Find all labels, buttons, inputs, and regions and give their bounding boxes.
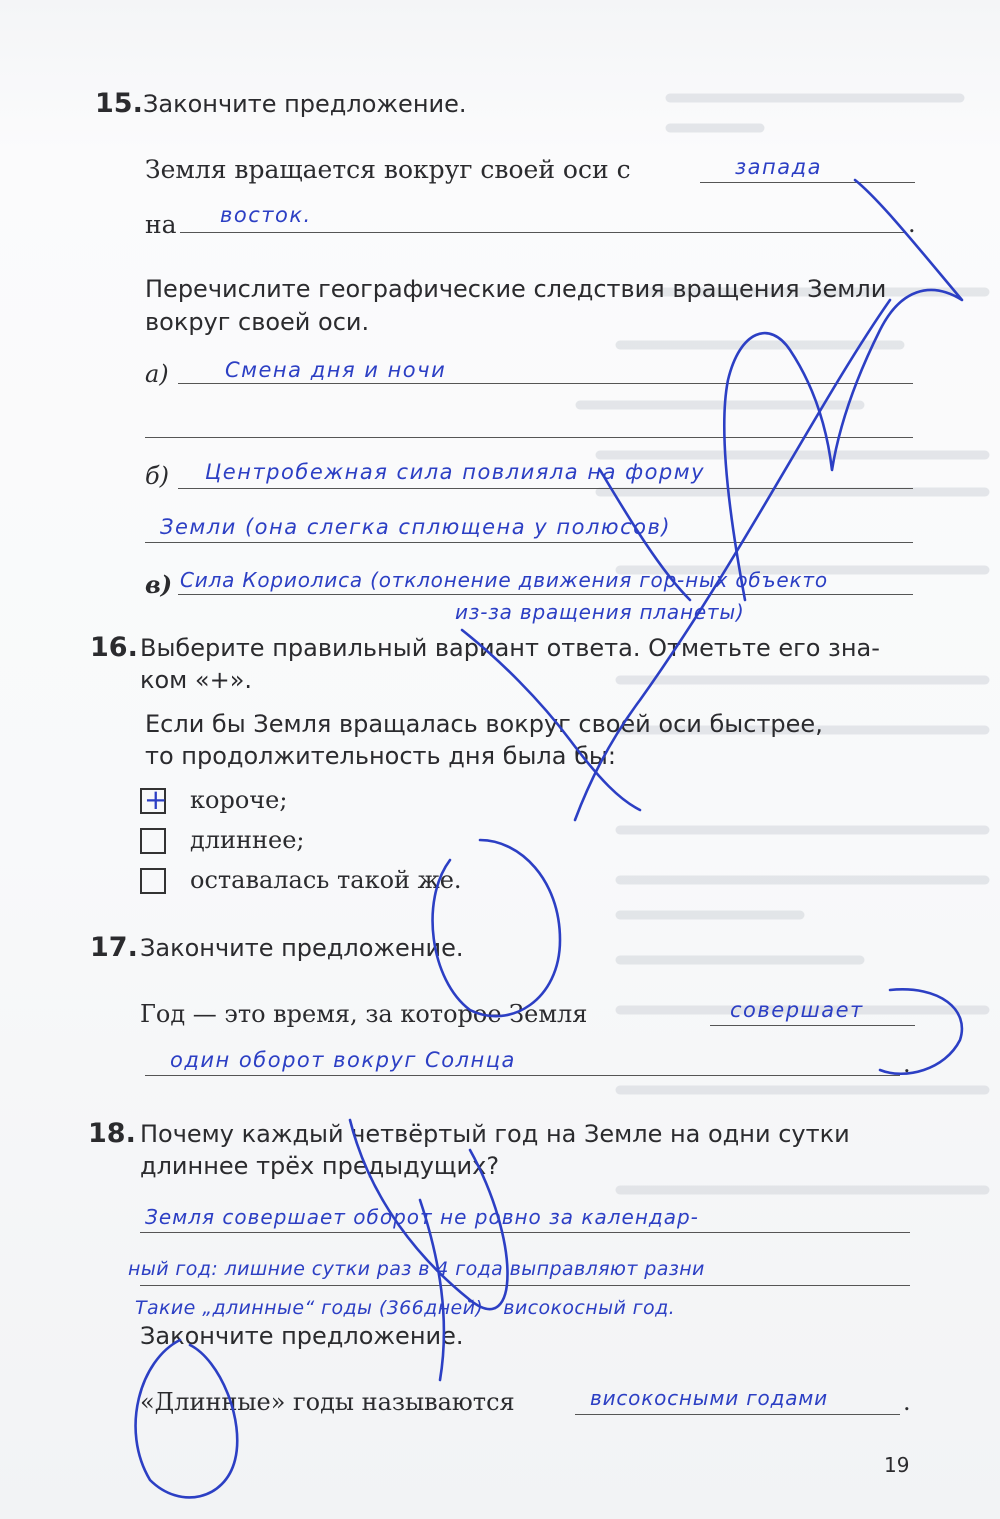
q16-number: 16. bbox=[90, 632, 138, 663]
q18-answer: високосными годами bbox=[590, 1386, 828, 1410]
q15-sentence-start: Земля вращается вокруг своей оси с bbox=[145, 155, 631, 184]
q16-title-line1: Выберите правильный вариант ответа. Отметьте его зна- bbox=[140, 634, 880, 662]
q15-item-b-line2 bbox=[145, 542, 913, 543]
scribble-upper-right bbox=[724, 180, 962, 600]
q15-item-c-answer-line1: Сила Кориолиса (отклонение движения гор-ных объекто bbox=[180, 568, 828, 592]
page-number: 19 bbox=[884, 1453, 910, 1477]
q18-question-line2: длиннее трёх предыдущих? bbox=[140, 1152, 500, 1180]
q17-answer-line1 bbox=[710, 1025, 915, 1026]
q16-stem-line1: Если бы Земля вращалась вокруг своей оси быстрее, bbox=[145, 710, 823, 738]
q16-option-mark-1: + bbox=[144, 783, 168, 816]
q15-item-b-label: б) bbox=[145, 462, 170, 490]
q16-option-label-1: короче; bbox=[190, 786, 288, 814]
q18-sentence-start: «Длинные» годы называются bbox=[140, 1388, 515, 1416]
q17-answer-text2: один оборот вокруг Солнца bbox=[170, 1048, 516, 1072]
q16-option-checkbox-3[interactable] bbox=[140, 868, 166, 894]
q18-answer-text2: ный год: лишние сутки раз в 4 года выправляют разни bbox=[128, 1258, 705, 1280]
q16-option-label-2: длиннее; bbox=[190, 826, 305, 854]
q15-period: . bbox=[908, 210, 916, 238]
q15-item-a-extra-line bbox=[145, 437, 913, 438]
q15-list-prompt-line1: Перечислите географические следствия вращения Земли bbox=[145, 275, 887, 303]
q15-item-a-label: а) bbox=[145, 360, 169, 388]
q15-na-label: на bbox=[145, 210, 177, 239]
scribble-bottom-loop bbox=[136, 1340, 238, 1497]
q18-answer-line2 bbox=[140, 1285, 910, 1286]
q16-option-checkbox-2[interactable] bbox=[140, 828, 166, 854]
q17-sentence-start: Год — это время, за которое Земля bbox=[140, 1000, 588, 1028]
q15-answer-from: запада bbox=[735, 155, 823, 179]
q18-answer-text1: Земля совершает оборот не ровно за календар- bbox=[145, 1205, 699, 1229]
q15-item-a-answer: Смена дня и ночи bbox=[225, 358, 447, 382]
q15-list-prompt-line2: вокруг своей оси. bbox=[145, 308, 370, 336]
scribble-middle-loop bbox=[433, 630, 640, 1016]
scribble-right-arc bbox=[880, 989, 962, 1073]
q15-from-line bbox=[700, 182, 915, 183]
q16-stem-line2: то продолжительность дня была бы: bbox=[145, 742, 616, 770]
q18-answer-line1 bbox=[140, 1232, 910, 1233]
q18-question-line1: Почему каждый четвёртый год на Земле на одни сутки bbox=[140, 1120, 850, 1148]
q18-number: 18. bbox=[88, 1118, 136, 1149]
q17-answer-text1: совершает bbox=[730, 998, 864, 1022]
q15-item-c-answer-line2: из-за вращения планеты) bbox=[455, 600, 745, 624]
q18-answer-text3: Такие „длинные“ годы (366дней) - високосный год. bbox=[135, 1297, 676, 1319]
q15-number: 15. bbox=[95, 88, 143, 119]
q15-item-b-line bbox=[178, 488, 913, 489]
q17-answer-line2 bbox=[145, 1075, 900, 1076]
q15-item-c-line bbox=[178, 594, 913, 595]
q15-answer-to: восток. bbox=[220, 203, 312, 227]
q16-option-checkbox-1[interactable] bbox=[140, 783, 168, 816]
q18-answer-line bbox=[575, 1414, 900, 1415]
q15-title: Закончите предложение. bbox=[143, 90, 467, 118]
q15-item-b-answer-line2: Земли (она слегка сплющена у полюсов) bbox=[160, 515, 672, 539]
q18-complete-prompt: Закончите предложение. bbox=[140, 1322, 464, 1350]
q15-item-b-answer-line1: Центробежная сила повлияла на форму bbox=[205, 460, 706, 484]
q16-option-label-3: оставалась такой же. bbox=[190, 866, 462, 894]
q16-title-line2: ком «+». bbox=[140, 666, 253, 694]
q17-title: Закончите предложение. bbox=[140, 934, 464, 962]
q18-period: . bbox=[903, 1388, 911, 1416]
q15-item-c-label: в) bbox=[145, 570, 173, 599]
q15-item-a-line bbox=[178, 383, 913, 384]
scribble-diagonal-long bbox=[575, 300, 890, 820]
q15-to-line bbox=[180, 232, 905, 233]
q17-number: 17. bbox=[90, 932, 138, 963]
q17-period: . bbox=[903, 1050, 911, 1078]
